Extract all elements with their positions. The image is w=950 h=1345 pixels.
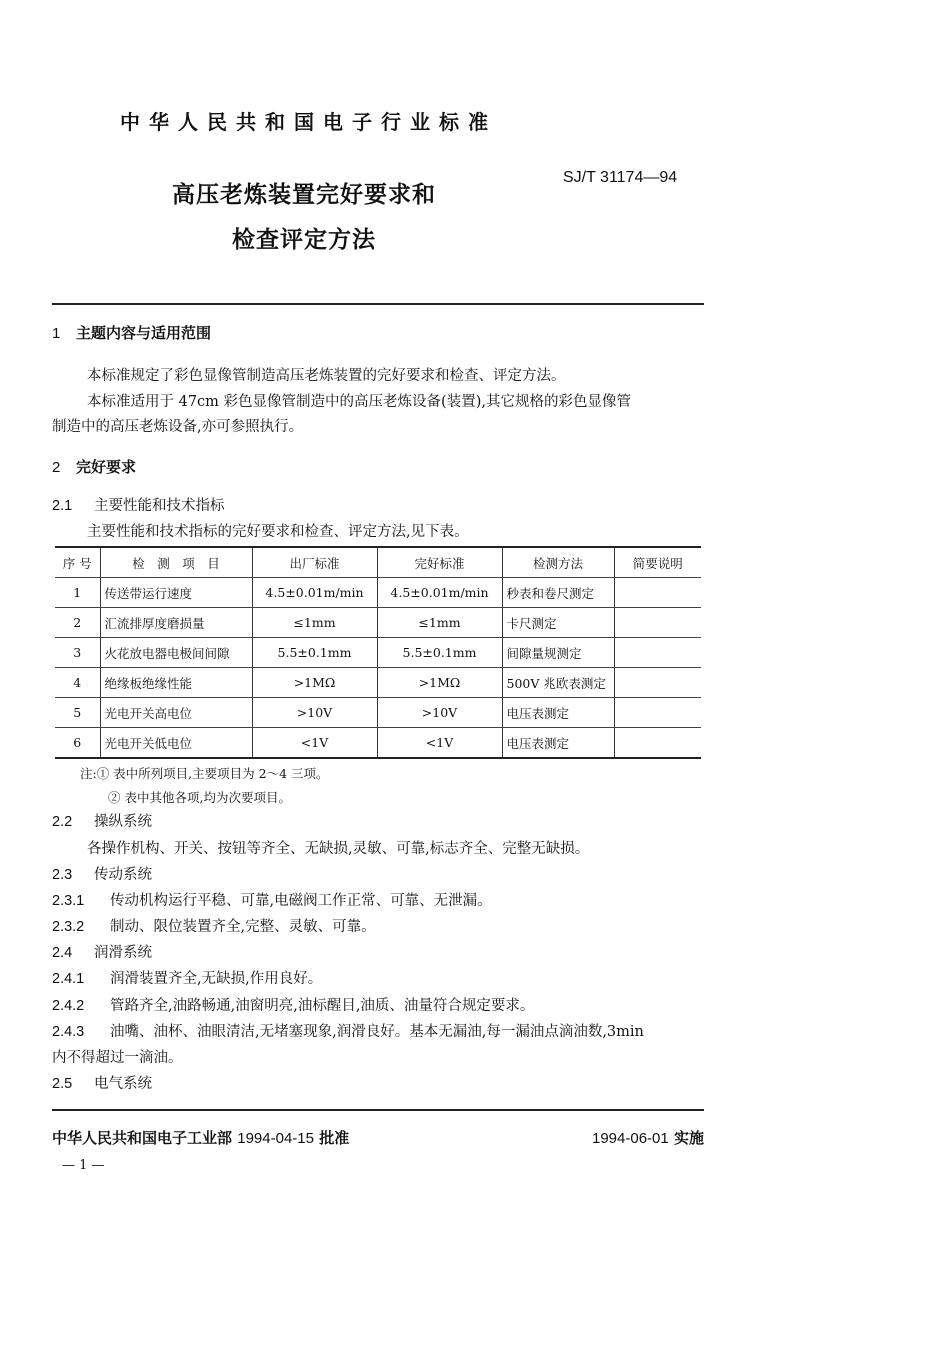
section-1-para-1: 本标准规定了彩色显像管制造高压老炼装置的完好要求和检查、评定方法。 (87, 368, 566, 384)
approval-line (52, 1127, 349, 1148)
cell-factory-std: >1MΩ (252, 668, 377, 698)
clause-text: 传动机构运行平稳、可靠,电磁阀工作正常、可靠、无泄漏。 (110, 893, 492, 909)
cell-no: 2 (55, 608, 100, 638)
col-header-intact-std: 完好标准 (377, 547, 502, 578)
section-number: 2 (52, 459, 61, 476)
section-title: 完好要求 (76, 458, 137, 476)
cell-factory-std: 4.5±0.01m/min (252, 578, 377, 608)
col-header-item: 检 测 项 目 (100, 547, 252, 578)
clause-number: 2.3.1 (52, 893, 85, 909)
clause-2-4-3-continued: 内不得超过一滴油。 (52, 1050, 183, 1066)
clause-number: 2.3 (52, 867, 73, 883)
cell-intact-std: 4.5±0.01m/min (377, 578, 502, 608)
clause-text: 管路齐全,油路畅通,油窗明亮,油标醒目,油质、油量符合规定要求。 (110, 998, 535, 1014)
approve-date: 1994-04-15 (237, 1130, 314, 1147)
clause-text: 制动、限位装置齐全,完整、灵敏、可靠。 (110, 919, 376, 935)
table-header-row (55, 547, 701, 578)
cell-method: 电压表测定 (502, 728, 614, 759)
cell-item: 传送带运行速度 (100, 578, 252, 608)
clause-2-3-1 (52, 889, 492, 910)
page-number: — 1 — (62, 1158, 105, 1173)
clause-2-1-text: 主要性能和技术指标的完好要求和检查、评定方法,见下表。 (87, 524, 469, 540)
section-1-heading (52, 322, 211, 343)
cell-no: 4 (55, 668, 100, 698)
document-title-line1: 高压老炼装置完好要求和 (172, 182, 436, 208)
cell-method: 秒表和卷尺测定 (502, 578, 614, 608)
approver: 中华人民共和国电子工业部 (52, 1129, 233, 1147)
section-1-para-2-line-1: 本标准适用于 47cm 彩色显像管制造中的高压老炼设备(装置),其它规格的彩色显像管 (87, 394, 631, 410)
cell-method: 间隙量规测定 (502, 638, 614, 668)
cell-remarks (614, 728, 701, 759)
cell-intact-std: <1V (377, 728, 502, 759)
cell-remarks (614, 698, 701, 728)
clause-title: 电气系统 (94, 1076, 152, 1092)
clause-number: 2.4 (52, 945, 73, 961)
clause-2-1-heading (52, 494, 225, 515)
table-row (55, 608, 701, 638)
clause-title: 操纵系统 (94, 814, 152, 830)
section-1-para-2-line-2: 制造中的高压老炼设备,亦可参照执行。 (52, 419, 304, 435)
clause-number: 2.4.2 (52, 998, 85, 1014)
section-number: 1 (52, 325, 61, 342)
clause-title: 传动系统 (94, 867, 152, 883)
document-title-line2: 检查评定方法 (232, 227, 376, 253)
clause-number: 2.5 (52, 1076, 73, 1092)
clause-number: 2.3.2 (52, 919, 85, 935)
clause-number: 2.4.3 (52, 1024, 85, 1040)
clause-2-2-heading (52, 810, 152, 831)
table-note-2: ② 表中其他各项,均为次要项目。 (108, 790, 291, 805)
cell-intact-std: 5.5±0.1mm (377, 638, 502, 668)
cell-remarks (614, 668, 701, 698)
cell-item: 光电开关低电位 (100, 728, 252, 759)
effective-line (592, 1127, 704, 1148)
cell-intact-std: >10V (377, 698, 502, 728)
table-row (55, 698, 701, 728)
section-title: 主题内容与适用范围 (76, 324, 212, 342)
cell-remarks (614, 578, 701, 608)
cell-no: 3 (55, 638, 100, 668)
cell-method: 卡尺测定 (502, 608, 614, 638)
clause-2-3-heading (52, 863, 152, 884)
col-header-remarks: 简要说明 (614, 547, 701, 578)
cell-no: 6 (55, 728, 100, 759)
cell-item: 绝缘板绝缘性能 (100, 668, 252, 698)
section-2-heading (52, 456, 136, 477)
table-row (55, 638, 701, 668)
table-row (55, 668, 701, 698)
clause-2-4-1 (52, 967, 322, 988)
clause-2-4-3 (52, 1020, 644, 1041)
effective-date: 1994-06-01 (592, 1130, 669, 1147)
spec-table (55, 546, 701, 759)
table-row (55, 578, 701, 608)
cell-remarks (614, 608, 701, 638)
effective-label: 实施 (673, 1129, 704, 1147)
col-header-no: 序 号 (55, 547, 100, 578)
footer-divider (52, 1109, 704, 1111)
clause-title: 润滑系统 (94, 945, 152, 961)
header-divider (52, 303, 704, 305)
clause-title: 主要性能和技术指标 (94, 498, 225, 514)
cell-factory-std: ≤1mm (252, 608, 377, 638)
clause-2-5-heading (52, 1072, 152, 1093)
clause-number: 2.2 (52, 814, 73, 830)
cell-no: 5 (55, 698, 100, 728)
cell-item: 汇流排厚度磨损量 (100, 608, 252, 638)
cell-no: 1 (55, 578, 100, 608)
standard-category: 中华人民共和国电子行业标准 (120, 110, 497, 134)
clause-2-4-heading (52, 941, 152, 962)
cell-method: 500V 兆欧表测定 (502, 668, 614, 698)
clause-text: 油嘴、油杯、油眼清洁,无堵塞现象,润滑良好。基本无漏油,每一漏油点滴油数,3min (110, 1024, 644, 1040)
clause-number: 2.1 (52, 498, 73, 514)
clause-2-2-text: 各操作机构、开关、按钮等齐全、无缺损,灵敏、可靠,标志齐全、完整无缺损。 (87, 841, 590, 857)
table-row (55, 728, 701, 759)
clause-2-3-2 (52, 915, 376, 936)
cell-remarks (614, 638, 701, 668)
cell-intact-std: ≤1mm (377, 608, 502, 638)
cell-factory-std: <1V (252, 728, 377, 759)
cell-item: 光电开关高电位 (100, 698, 252, 728)
clause-2-4-2 (52, 994, 534, 1015)
cell-intact-std: >1MΩ (377, 668, 502, 698)
col-header-factory-std: 出厂标准 (252, 547, 377, 578)
approve-label: 批准 (319, 1129, 350, 1147)
col-header-method: 检测方法 (502, 547, 614, 578)
cell-method: 电压表测定 (502, 698, 614, 728)
clause-text: 润滑装置齐全,无缺损,作用良好。 (110, 971, 323, 987)
table-note-1: 注:① 表中所列项目,主要项目为 2～4 三项。 (80, 766, 329, 781)
cell-factory-std: 5.5±0.1mm (252, 638, 377, 668)
clause-number: 2.4.1 (52, 971, 85, 987)
standard-code: SJ/T 31174—94 (563, 169, 678, 186)
cell-factory-std: >10V (252, 698, 377, 728)
cell-item: 火花放电器电极间间隙 (100, 638, 252, 668)
